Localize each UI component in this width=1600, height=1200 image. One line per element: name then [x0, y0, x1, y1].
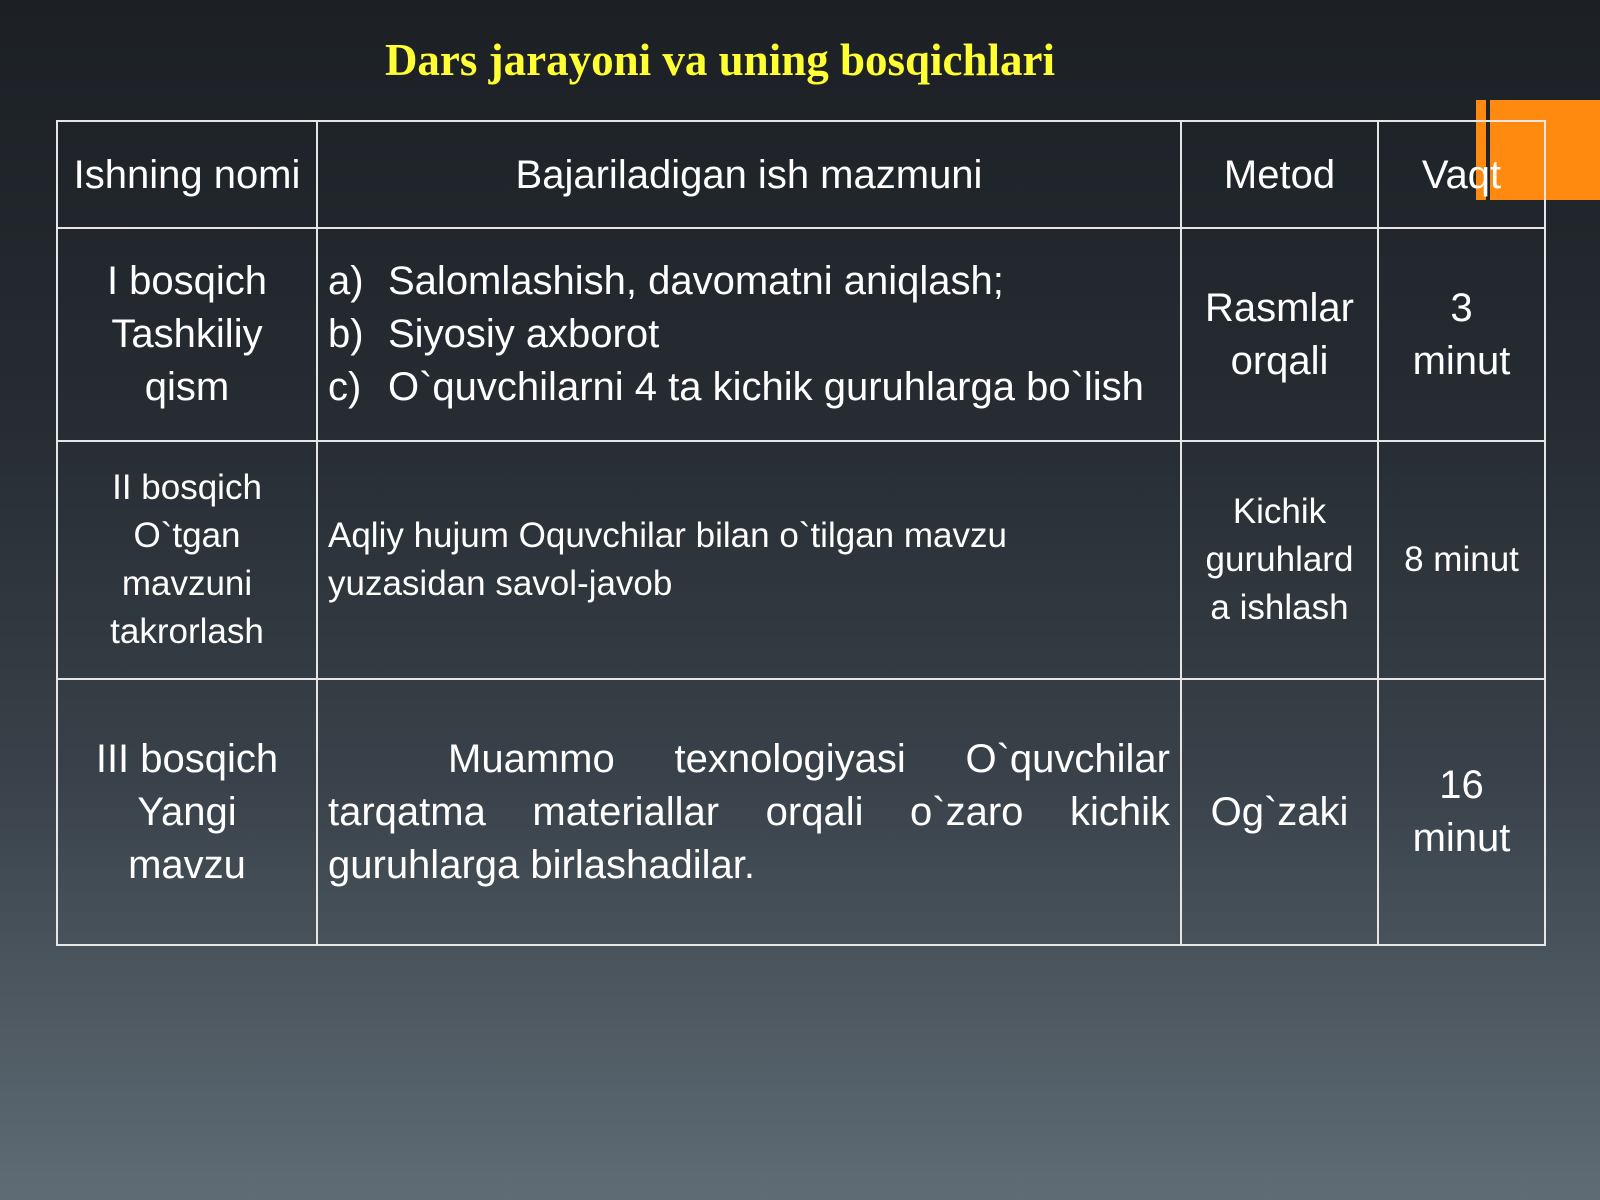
content-cell: [317, 228, 1181, 441]
method-cell: [1181, 228, 1378, 441]
time-cell: [1378, 441, 1545, 679]
stage-cell: [57, 228, 317, 441]
stage-line: takrorlash: [110, 612, 264, 651]
table-header-row: [57, 121, 1545, 228]
table-row: [57, 441, 1545, 679]
time-line: 3: [1450, 285, 1473, 330]
header-stage-name: Ishning nomi: [57, 121, 317, 228]
list-marker: c): [328, 365, 362, 409]
list-text: Salomlashish, davomatni aniqlash;: [388, 259, 1004, 303]
method-line: a ishlash: [1210, 588, 1349, 627]
time-line: minut: [1412, 816, 1511, 860]
list-item: [328, 308, 1170, 361]
method-line: Og`zaki: [1210, 789, 1349, 834]
method-line: Kichik: [1232, 492, 1327, 531]
content-list: [328, 255, 1170, 414]
table-row: [57, 228, 1545, 441]
method-line: guruhlard: [1205, 540, 1354, 579]
table-row: [57, 679, 1545, 945]
list-text: O`quvchilarni 4 ta kichik guruhlarga bo`lish: [388, 365, 1144, 409]
method-cell: [1181, 679, 1378, 945]
time-line: minut: [1412, 338, 1511, 383]
stage-line: mavzu: [128, 842, 246, 887]
list-marker: b): [328, 312, 364, 356]
stage-line: O`tgan: [133, 516, 241, 555]
stage-line: Tashkiliy: [111, 312, 263, 356]
time-line: 8 minut: [1404, 540, 1519, 579]
stage-line: III bosqich: [95, 736, 279, 781]
header-time: Vaqt: [1378, 121, 1545, 228]
time-cell: [1378, 228, 1545, 441]
content-cell: Muammo texnologiyasi O`quvchilar tarqatma materiallar orqali o`zaro kichik guruhlarga birlashadilar.: [317, 679, 1181, 945]
list-text: Siyosiy axborot: [388, 312, 660, 356]
list-item: [328, 255, 1170, 308]
stage-cell: [57, 441, 317, 679]
slide-title: Dars jarayoni va uning bosqichlari: [384, 35, 1056, 85]
list-marker: a): [328, 259, 364, 303]
header-method: Metod: [1181, 121, 1378, 228]
method-line: Rasmlar: [1205, 285, 1354, 330]
method-line: orqali: [1230, 338, 1329, 383]
time-cell: [1378, 679, 1545, 945]
stage-line: I bosqich: [106, 259, 268, 303]
list-item: [328, 361, 1170, 414]
stage-line: Yangi: [137, 789, 237, 834]
stage-line: mavzuni: [121, 564, 253, 603]
lesson-stages-table: [56, 120, 1546, 946]
stage-line: II bosqich: [112, 468, 262, 507]
header-work-content: Bajariladigan ish mazmuni: [317, 121, 1181, 228]
stage-cell: [57, 679, 317, 945]
content-cell: Aqliy hujum Oquvchilar bilan o`tilgan mavzu yuzasidan savol-javob: [317, 441, 1181, 679]
time-line: 16: [1439, 763, 1484, 807]
method-cell: [1181, 441, 1378, 679]
stage-line: qism: [144, 365, 230, 409]
